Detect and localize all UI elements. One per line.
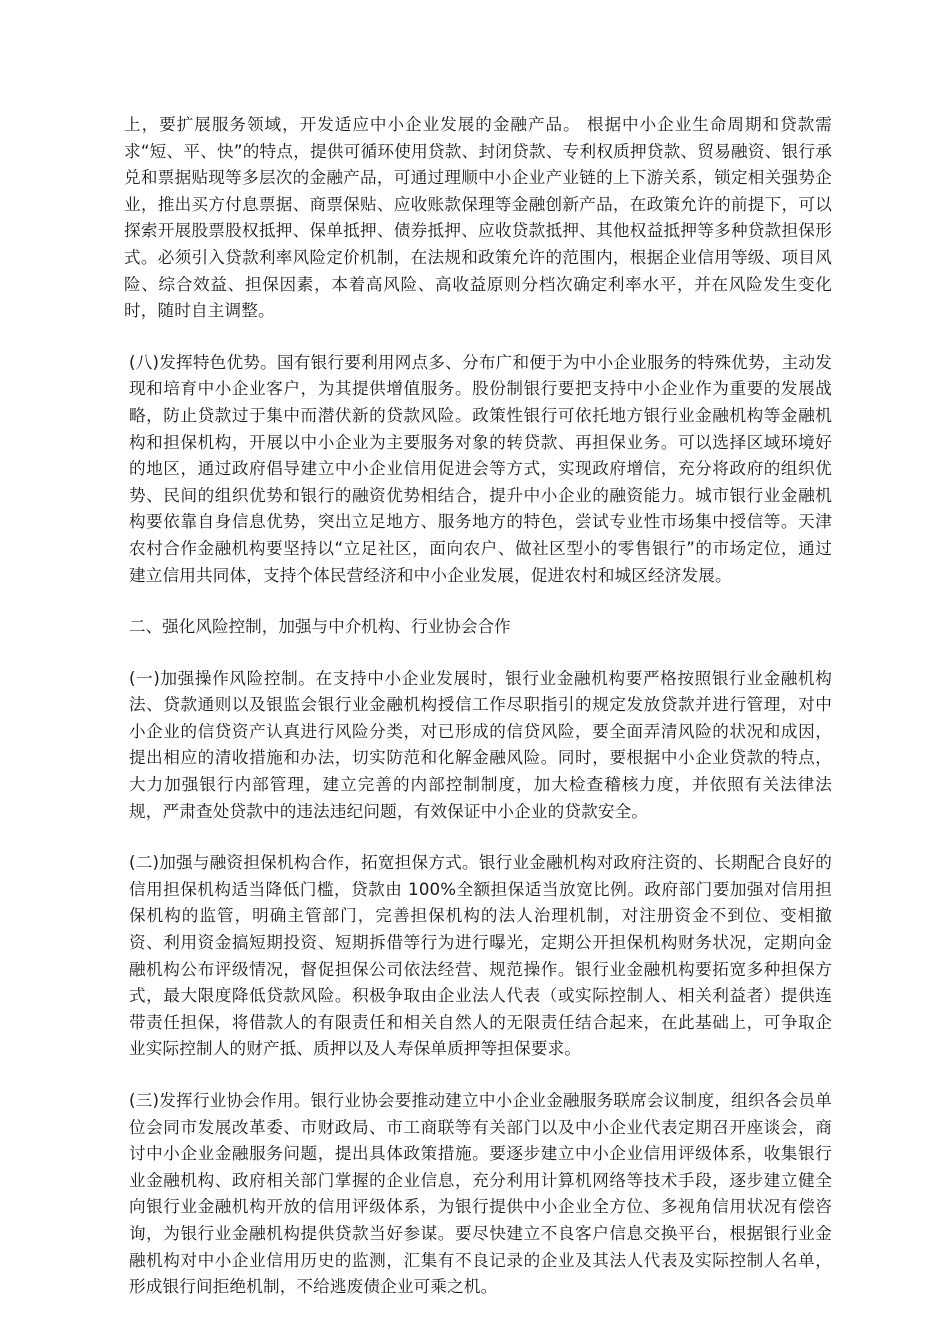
- document-page: [124, 112, 832, 1326]
- paragraph-section-2-guarantee-cooperation: (二)加强与融资担保机构合作，拓宽担保方式。银行业金融机构对政府注资的、长期配合良好的信用担保机构适当降低门槛，贷款由 100%全额担保适当放宽比例。政府部门要加强对信用担保机构的监管，明确主管部门，完善担保机构的法人治理机制，对注册资金不到位、变相撤资、利用资金搞短期投资、短期拆借等行为进行曝光，定期公开担保机构财务状况，定期向金融机构公布评级情况，督促担保公司依法经营、规范操作。银行业金融机构要拓宽多种担保方式，最大限度降低贷款风险。积极争取由企业法人代表（或实际控制人、相关利益者）提供连带责任担保，将借款人的有限责任和相关自然人的无限责任结合起来，在此基础上，可争取企业实际控制人的财产抵、质押以及人寿保单质押等担保要求。: [129, 853, 832, 1059]
- paragraph-section-3-industry-association: (三)发挥行业协会作用。银行业协会要推动建立中小企业金融服务联席会议制度，组织各会员单位会同市发展改革委、市财政局、市工商联等有关部门以及中小企业代表定期召开座谈会，商讨中小企业金融服务问题，提出具体政策措施。要逐步建立中小企业信用评级体系，收集银行业金融机构、政府相关部门掌握的企业信息，充分利用计算机网络等技术手段，逐步建立健全向银行业金融机构开放的信用评级体系，为银行提供中小企业全方位、多视角信用状况有偿咨询，为银行业金融机构提供贷款当好参谋。要尽快建立不良客户信息交换平台，根据银行业金融机构对中小企业信用历史的监测，汇集有不良记录的企业及其法人代表及实际控制人名单，形成银行间拒绝机制，不给逃废债企业可乘之机。: [129, 1091, 832, 1297]
- section-heading-risk-control: 二、强化风险控制，加强与中介机构、行业协会合作: [129, 617, 511, 637]
- paragraph-section-8-characteristic-advantages: (八)发挥特色优势。国有银行要利用网点多、分布广和便于为中小企业服务的特殊优势，主动发现和培育中小企业客户，为其提供增值服务。股份制银行要把支持中小企业作为重要的发展战略，防止贷款过于集中而潜伏新的贷款风险。政策性银行可依托地方银行业金融机构等金融机构和担保机构，开展以中小企业为主要服务对象的转贷款、再担保业务。可以选择区域环境好的地区，通过政府倡导建立中小企业信用促进会等方式，实现政府增信，充分将政府的组织优势、民间的组织优势和银行的融资优势相结合，提升中小企业的融资能力。城市银行业金融机构要依靠自身信息优势，突出立足地方、服务地方的特色，尝试专业性市场集中授信等。天津农村合作金融机构要坚持以“立足社区，面向农户、做社区型小的零售银行”的市场定位，通过建立信用共同体，支持个体民营经济和中小企业发展，促进农村和城区经济发展。: [129, 352, 832, 585]
- paragraph-section-1-operational-risk: (一)加强操作风险控制。在支持中小企业发展时，银行业金融机构要严格按照银行业金融机构法、贷款通则以及银监会银行业金融机构授信工作尽职指引的规定发放贷款并进行管理，对中小企业的信贷资产认真进行风险分类，对已形成的信贷风险，要全面弄清风险的状况和成因，提出相应的清收措施和办法，切实防范和化解金融风险。同时，要根据中小企业贷款的特点，大力加强银行内部管理，建立完善的内部控制制度，加大检查稽核力度，并依照有关法律法规，严肃查处贷款中的违法违纪问题，有效保证中小企业的贷款安全。: [129, 668, 832, 821]
- paragraph-product-innovation: 上，要扩展服务领域，开发适应中小企业发展的金融产品。 根据中小企业生命周期和贷款需求“短、平、快”的特点，提供可循环使用贷款、封闭贷款、专利权质押贷款、贸易融资、银行承兑和票据贴现等多层次的金融产品，可通过理顺中小企业产业链的上下游关系，锁定相关强势企业，推出买方付息票据、商票保贴、应收账款保理等金融创新产品，在政策允许的前提下，可以探索开展股票股权抵押、保单抵押、债券抵押、应收贷款抵押、其他权益抵押等多种贷款担保形式。必须引入贷款利率风险定价机制，在法规和政策允许的范围内，根据企业信用等级、项目风险、综合效益、担保因素，本着高风险、高收益原则分档次确定利率水平，并在风险发生变化时，随时自主调整。: [124, 115, 832, 321]
